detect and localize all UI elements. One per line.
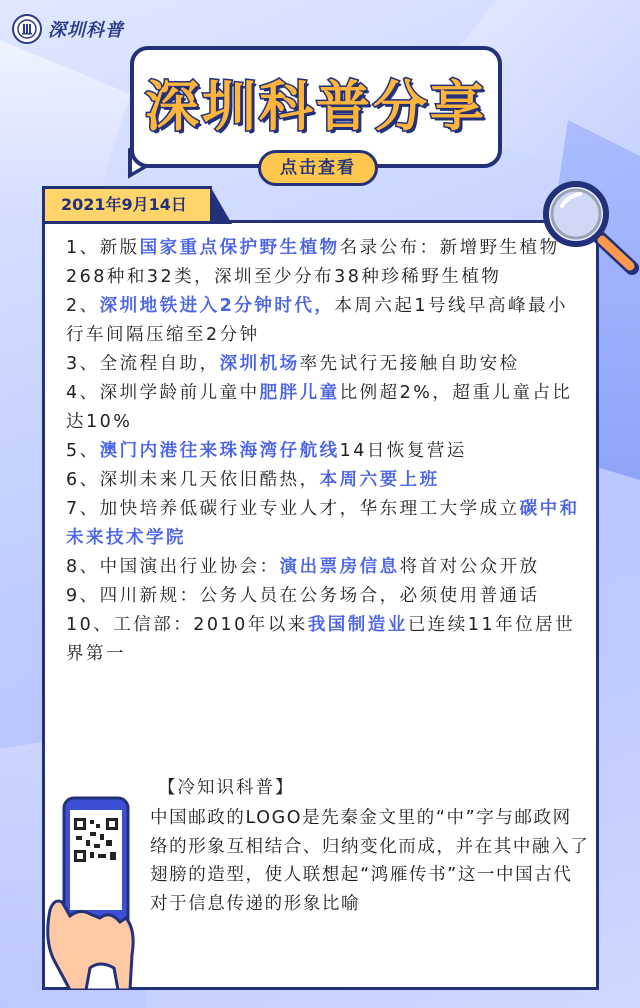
cold-knowledge-title: 【冷知识科普】 xyxy=(158,778,295,798)
news-text: 5、 xyxy=(66,441,100,461)
news-text: 8、中国演出行业协会： xyxy=(66,557,280,577)
news-list xyxy=(66,234,586,669)
news-item xyxy=(66,582,586,611)
news-highlight: 深圳机场 xyxy=(219,354,300,374)
news-item xyxy=(66,611,586,669)
news-text: 本周六起1号线早高峰最小行车间隔压缩至2分钟 xyxy=(66,296,568,345)
news-highlight: 演出票房信息 xyxy=(279,557,400,577)
qr-code-icon xyxy=(74,818,118,862)
date-tag: 2021年9月14日 xyxy=(42,186,212,224)
news-highlight: 本周六要上班 xyxy=(319,470,440,490)
news-text: 4、深圳学龄前儿童中 xyxy=(66,383,260,403)
news-highlight: 肥胖儿童 xyxy=(259,383,340,403)
news-text: 3、全流程自助， xyxy=(66,354,220,374)
news-highlight: 碳中和未来技术学院 xyxy=(66,499,580,548)
phone-hand-icon xyxy=(40,790,160,990)
news-text: 9、四川新规：公务人员在公务场合，必须使用普通话 xyxy=(66,586,540,606)
news-highlight: 深圳地铁进入2分钟时代， xyxy=(99,296,335,316)
news-text: 名录公布：新增野生植物268种和32类，深圳至少分布38种珍稀野生植物 xyxy=(66,238,560,287)
news-text: 比例超2%，超重儿童占比达10% xyxy=(66,383,573,432)
news-highlight: 澳门内港往来珠海湾仔航线 xyxy=(99,441,340,461)
news-item xyxy=(66,495,586,553)
news-item xyxy=(66,466,586,495)
news-item xyxy=(66,553,586,582)
news-text: 6、深圳未来几天依旧酷热， xyxy=(66,470,320,490)
news-text: 2、 xyxy=(66,296,100,316)
news-text: 将首对公众开放 xyxy=(399,557,540,577)
news-item xyxy=(66,437,586,466)
news-item xyxy=(66,379,586,437)
news-item xyxy=(66,292,586,350)
brand-logo xyxy=(12,14,124,44)
news-text: 1、新版 xyxy=(66,238,140,258)
news-item xyxy=(66,234,586,292)
cold-knowledge-text: 中国邮政的LOGO是先秦金文里的“中”字与邮政网络的形象互相结合、归纳变化而成，并在其中融入了翅膀的造型，使人联想起“鸿雁传书”这一中国古代对于信息传递的形象比喻 xyxy=(150,808,590,914)
news-highlight: 我国制造业 xyxy=(307,615,408,635)
news-text: 14日恢复营运 xyxy=(339,441,467,461)
news-text: 已连续11年位居世界第一 xyxy=(66,615,576,664)
logo-text: 深圳科普 xyxy=(48,20,124,41)
logo-badge-icon xyxy=(12,14,42,44)
page-title: 深圳科普分享 xyxy=(145,75,487,138)
news-item xyxy=(66,350,586,379)
click-view-button[interactable]: 点击查看 xyxy=(258,150,378,186)
news-text: 7、加快培养低碳行业专业人才，华东理工大学成立 xyxy=(66,499,520,519)
date-tag-shadow xyxy=(210,186,232,224)
news-text: 10、工信部：2010年以来 xyxy=(66,615,308,635)
news-highlight: 国家重点保护野生植物 xyxy=(139,238,340,258)
news-text: 率先试行无接触自助安检 xyxy=(299,354,520,374)
